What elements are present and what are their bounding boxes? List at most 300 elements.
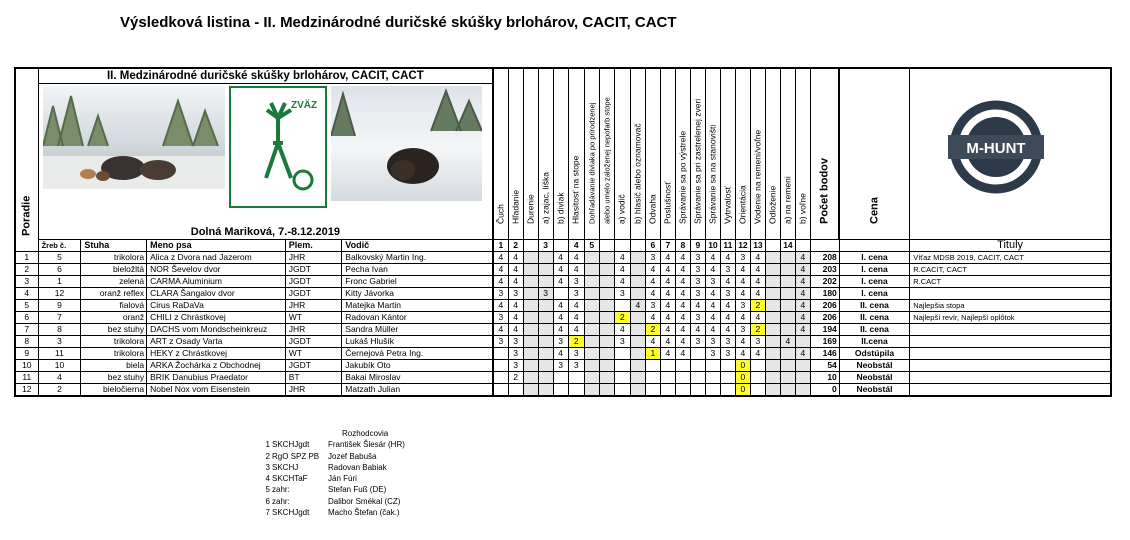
score-cell [630, 336, 645, 348]
col-number: 12 [735, 240, 750, 252]
place-date: Dolná Mariková, 7.-8.12.2019 [190, 226, 340, 238]
score-cell: 4 [675, 336, 690, 348]
judge-row [260, 462, 405, 473]
score-cell [523, 384, 538, 397]
score-cell [765, 348, 780, 360]
score-cell: 4 [553, 252, 568, 264]
score-cell [780, 288, 795, 300]
score-cell: 3 [568, 276, 584, 288]
score-cell [780, 360, 795, 372]
score-cell: 3 [508, 348, 523, 360]
col-number: 2 [508, 240, 523, 252]
rank: 11 [15, 372, 38, 384]
score-cell [523, 348, 538, 360]
score-cell: 4 [660, 300, 675, 312]
titles [910, 360, 1111, 372]
score-cell [614, 372, 630, 384]
header-9 [614, 68, 630, 240]
score-cell [493, 348, 508, 360]
dog-name: HEKY z Chrástkovej [147, 348, 286, 360]
score-cell [630, 312, 645, 324]
corner-cell [15, 68, 38, 252]
hunting-scene-right [331, 86, 482, 201]
score-cell: 3 [690, 276, 705, 288]
dog-name: Alica z Dvora nad Jazerom [147, 252, 286, 264]
judge-row [260, 496, 405, 507]
col-number [630, 240, 645, 252]
breed: WT [285, 348, 342, 360]
rank: 12 [15, 384, 38, 397]
judges-list [260, 428, 405, 518]
score-cell: 3 [735, 324, 750, 336]
prize: II. cena [839, 300, 909, 312]
handler: Černejová Petra Ing. [342, 348, 493, 360]
score-cell [599, 360, 614, 372]
score-cell [660, 384, 675, 397]
ribbon: bez stuhy [81, 372, 147, 384]
score-cell: 3 [690, 312, 705, 324]
score-cell [705, 372, 720, 384]
ribbon: trikolora [81, 252, 147, 264]
score-cell [599, 312, 614, 324]
judges-title: Rozhodcovia [342, 429, 389, 438]
score-cell: 3 [705, 336, 720, 348]
judge-number: 4 [265, 474, 270, 484]
dog-name: ARKA Žochárka z Obchodnej [147, 360, 286, 372]
score-cell: 4 [705, 324, 720, 336]
titles: R.CACIT, CACT [910, 264, 1111, 276]
score-cell: 4 [675, 324, 690, 336]
score-cell: 4 [795, 264, 810, 276]
header-poradie-label: Poradie [20, 195, 33, 236]
score-cell [780, 372, 795, 384]
header-label: Poslušnosť [662, 181, 673, 224]
ribbon: trikolora [81, 348, 147, 360]
rank: 7 [15, 324, 38, 336]
draw-number: 3 [38, 336, 81, 348]
breed: JGDT [285, 360, 342, 372]
col-header-meno: Meno psa [147, 240, 286, 252]
score-cell [795, 384, 810, 397]
header-label: Durenie [525, 194, 536, 224]
score-cell: 3 [493, 336, 508, 348]
prize: I. cena [839, 276, 909, 288]
score-cell [750, 384, 765, 397]
score-cell: 4 [660, 288, 675, 300]
breed: JHR [285, 300, 342, 312]
score-cell [630, 372, 645, 384]
handler: Pecha Ivan [342, 264, 493, 276]
score-cell [584, 264, 599, 276]
handler: Fronc Gabriel [342, 276, 493, 288]
handler: Kitty Jávorka [342, 288, 493, 300]
score-cell [584, 324, 599, 336]
dog-name: Cirus RaDaVa [147, 300, 286, 312]
score-cell: 2 [614, 312, 630, 324]
dog-name: Nobel Nox vom Eisenstein [147, 384, 286, 397]
titles: Víťaz MDSB 2019, CACIT, CACT [910, 252, 1111, 264]
score-cell [523, 312, 538, 324]
header-18 [750, 68, 765, 240]
breed: JGDT [285, 336, 342, 348]
header-label: Hľadanie [510, 189, 521, 224]
deer-logo-icon [231, 88, 325, 206]
score-cell: 4 [675, 252, 690, 264]
dog-name: BRIK Danubius Praedator [147, 372, 286, 384]
score-cell [553, 372, 568, 384]
score-cell [538, 372, 553, 384]
score-cell: 4 [675, 276, 690, 288]
header-label: a) zajac, líška [540, 172, 551, 224]
score-cell: 4 [735, 348, 750, 360]
dog-name: ART z Osady Varta [147, 336, 286, 348]
col-number [795, 240, 810, 252]
header-label: Odloženie [767, 185, 778, 224]
col-number [523, 240, 538, 252]
score-cell [599, 276, 614, 288]
score-cell: 4 [508, 264, 523, 276]
col-number: 3 [538, 240, 553, 252]
ribbon: trikolora [81, 336, 147, 348]
score-cell: 4 [705, 264, 720, 276]
judge-name: Radovan Babiak [328, 462, 387, 472]
score-cell: 3 [568, 288, 584, 300]
score-cell: 4 [660, 348, 675, 360]
table-row [15, 336, 1111, 348]
score-cell: 4 [508, 300, 523, 312]
judge-row [260, 473, 405, 484]
table-row [15, 300, 1111, 312]
header-14 [690, 68, 705, 240]
rank: 2 [15, 264, 38, 276]
score-cell: 4 [720, 300, 735, 312]
score-cell: 4 [735, 336, 750, 348]
score-cell: 3 [690, 264, 705, 276]
breed: JHR [285, 252, 342, 264]
score-cell: 4 [630, 300, 645, 312]
score-cell: 3 [690, 252, 705, 264]
score-cell: 4 [660, 336, 675, 348]
header-cena [839, 68, 909, 240]
score-cell [630, 384, 645, 397]
score-cell [584, 384, 599, 397]
handler: Radovan Kántor [342, 312, 493, 324]
score-cell [675, 360, 690, 372]
score-cell [765, 276, 780, 288]
score-cell: 3 [493, 288, 508, 300]
score-cell: 3 [690, 288, 705, 300]
score-cell: 4 [660, 276, 675, 288]
score-cell: 4 [780, 336, 795, 348]
score-cell [780, 264, 795, 276]
header-label: Orientácia [737, 185, 748, 224]
score-cell: 4 [493, 276, 508, 288]
ribbon: bieločierna [81, 384, 147, 397]
score-cell: 4 [750, 312, 765, 324]
score-cell [720, 384, 735, 397]
score-cell [765, 288, 780, 300]
total-points: 208 [810, 252, 839, 264]
score-cell [720, 372, 735, 384]
score-cell [780, 300, 795, 312]
dog-name: CLARA Šangalov dvor [147, 288, 286, 300]
titles [910, 336, 1111, 348]
draw-number: 1 [38, 276, 81, 288]
header-label: Vytrvalosť [722, 186, 733, 224]
table-row [15, 324, 1111, 336]
score-cell: 3 [720, 348, 735, 360]
col-number: 14 [780, 240, 795, 252]
prize: Odstúpila [839, 348, 909, 360]
breed: BT [285, 372, 342, 384]
col-number: 8 [675, 240, 690, 252]
score-cell: 2 [645, 324, 660, 336]
score-cell: 4 [705, 288, 720, 300]
score-cell [523, 324, 538, 336]
breed: JGDT [285, 288, 342, 300]
score-cell: 4 [750, 252, 765, 264]
score-cell: 3 [508, 360, 523, 372]
score-cell: 4 [493, 300, 508, 312]
score-cell [780, 324, 795, 336]
total-points: 10 [810, 372, 839, 384]
header-label: Správanie sa pri zastrelenej zveri [692, 98, 703, 224]
header-5 [553, 68, 568, 240]
col-number [614, 240, 630, 252]
score-cell: 3 [720, 336, 735, 348]
total-points: 54 [810, 360, 839, 372]
total-points: 206 [810, 300, 839, 312]
score-cell: 4 [675, 264, 690, 276]
score-cell [765, 372, 780, 384]
score-cell [780, 276, 795, 288]
col-header-vodic: Vodič [342, 240, 493, 252]
score-cell [538, 336, 553, 348]
header-label: b) voľne [797, 193, 808, 224]
col-number: 7 [660, 240, 675, 252]
score-cell [630, 264, 645, 276]
score-cell: 2 [750, 300, 765, 312]
score-cell [614, 384, 630, 397]
draw-number: 9 [38, 300, 81, 312]
score-cell [538, 312, 553, 324]
score-cell [795, 336, 810, 348]
header-3 [523, 68, 538, 240]
score-cell [493, 360, 508, 372]
score-cell [553, 288, 568, 300]
score-cell: 3 [508, 336, 523, 348]
score-cell [614, 360, 630, 372]
header-16 [720, 68, 735, 240]
header-12 [660, 68, 675, 240]
handler: Jakubík Oto [342, 360, 493, 372]
score-cell: 2 [568, 336, 584, 348]
prize: II. cena [839, 324, 909, 336]
score-cell: 0 [735, 384, 750, 397]
score-cell [568, 372, 584, 384]
score-cell: 4 [493, 252, 508, 264]
score-cell: 4 [720, 252, 735, 264]
score-cell [523, 288, 538, 300]
score-cell: 4 [553, 276, 568, 288]
judge-row [260, 484, 405, 495]
score-cell [538, 324, 553, 336]
table-row [15, 276, 1111, 288]
handler: Sandra Müller [342, 324, 493, 336]
col-number: 10 [705, 240, 720, 252]
score-cell: 4 [614, 324, 630, 336]
score-cell [523, 252, 538, 264]
score-cell [795, 372, 810, 384]
judge-org: SKCHJgdt [272, 440, 310, 450]
draw-number: 10 [38, 360, 81, 372]
score-cell: 3 [645, 300, 660, 312]
judge-number: 6 [265, 496, 270, 506]
col-number [553, 240, 568, 252]
score-cell: 3 [645, 252, 660, 264]
col-header-plem: Plem. [285, 240, 342, 252]
score-cell [584, 288, 599, 300]
header-6 [568, 68, 584, 240]
score-cell: 4 [508, 312, 523, 324]
score-cell [765, 252, 780, 264]
score-cell: 4 [705, 312, 720, 324]
prize: I. cena [839, 252, 909, 264]
judge-number: 5 [265, 485, 270, 495]
header-15 [705, 68, 720, 240]
total-points: 0 [810, 384, 839, 397]
score-cell: 4 [720, 276, 735, 288]
score-cell [599, 372, 614, 384]
score-cell [690, 360, 705, 372]
score-cell: 3 [553, 336, 568, 348]
rank: 5 [15, 300, 38, 312]
score-cell [630, 252, 645, 264]
score-cell [523, 276, 538, 288]
score-cell [675, 384, 690, 397]
score-cell: 4 [750, 348, 765, 360]
score-cell: 4 [568, 252, 584, 264]
score-cell [690, 384, 705, 397]
header-label: a) na remeni [782, 176, 793, 224]
score-cell: 3 [720, 288, 735, 300]
judge-org: zahr: [272, 485, 290, 495]
score-cell: 4 [675, 288, 690, 300]
table-row [15, 348, 1111, 360]
rank: 10 [15, 360, 38, 372]
header-cena-label: Cena [868, 197, 881, 224]
score-cell [538, 300, 553, 312]
score-cell: 4 [750, 288, 765, 300]
score-cell [599, 264, 614, 276]
prize: Neobstál [839, 360, 909, 372]
score-cell: 4 [705, 252, 720, 264]
breed: JHR [285, 384, 342, 397]
score-cell [645, 360, 660, 372]
score-cell [720, 360, 735, 372]
szv-logo [229, 86, 327, 208]
handler: Lukáš Hlušík [342, 336, 493, 348]
score-cell [690, 372, 705, 384]
judge-org: SKCHTaF [272, 474, 308, 484]
table-row [15, 252, 1111, 264]
score-cell: 4 [553, 348, 568, 360]
breed: JGDT [285, 264, 342, 276]
score-cell [599, 324, 614, 336]
titles: R.CACT [910, 276, 1111, 288]
score-cell: 4 [795, 288, 810, 300]
score-cell: 4 [735, 276, 750, 288]
draw-number: 5 [38, 252, 81, 264]
header-7 [584, 68, 599, 240]
header-label: Vodenie na remeni/voľne [752, 129, 763, 224]
score-cell [645, 372, 660, 384]
table-row [15, 360, 1111, 372]
col-number: 4 [568, 240, 584, 252]
ribbon: fialová [81, 300, 147, 312]
score-cell [523, 300, 538, 312]
header-8 [599, 68, 614, 240]
score-cell [705, 384, 720, 397]
score-cell [780, 384, 795, 397]
score-cell: 2 [508, 372, 523, 384]
score-cell [523, 360, 538, 372]
score-cell: 3 [614, 336, 630, 348]
score-cell: 4 [645, 264, 660, 276]
titles [910, 324, 1111, 336]
score-cell: 0 [735, 372, 750, 384]
score-cell: 4 [720, 324, 735, 336]
images-cell [38, 84, 493, 240]
prize: I. cena [839, 264, 909, 276]
score-cell: 3 [705, 348, 720, 360]
svg-text:ZVÄZ: ZVÄZ [290, 100, 317, 111]
titles [910, 288, 1111, 300]
judge-name: Jozef Babuša [328, 451, 377, 461]
header-label: Správanie sa na stanovišti [707, 124, 718, 224]
score-cell [765, 312, 780, 324]
score-cell: 3 [538, 288, 553, 300]
score-cell [493, 384, 508, 397]
header-13 [675, 68, 690, 240]
score-cell: 3 [735, 300, 750, 312]
score-cell: 0 [735, 360, 750, 372]
dog-name: CARMA Aluminium [147, 276, 286, 288]
score-cell [630, 324, 645, 336]
score-cell: 4 [675, 312, 690, 324]
draw-number: 7 [38, 312, 81, 324]
score-cell: 3 [750, 336, 765, 348]
score-cell: 2 [750, 324, 765, 336]
score-cell: 4 [645, 312, 660, 324]
score-cell: 4 [690, 324, 705, 336]
page-title: Výsledková listina - II. Medzinárodné duričské skúšky brlohárov, CACIT, CACT [120, 14, 677, 31]
total-points: 169 [810, 336, 839, 348]
dog-name: DACHS vom Mondscheinkreuz [147, 324, 286, 336]
score-cell: 4 [795, 300, 810, 312]
score-cell [584, 348, 599, 360]
col-number: 5 [584, 240, 599, 252]
breed: JHR [285, 324, 342, 336]
score-cell [538, 384, 553, 397]
col-number: 1 [493, 240, 508, 252]
score-cell: 4 [645, 288, 660, 300]
score-cell [675, 372, 690, 384]
table-row [15, 384, 1111, 397]
titles: Najlepší revír, Najlepší oplôtok [910, 312, 1111, 324]
score-cell [568, 384, 584, 397]
handler: Balkovský Martin Ing. [342, 252, 493, 264]
